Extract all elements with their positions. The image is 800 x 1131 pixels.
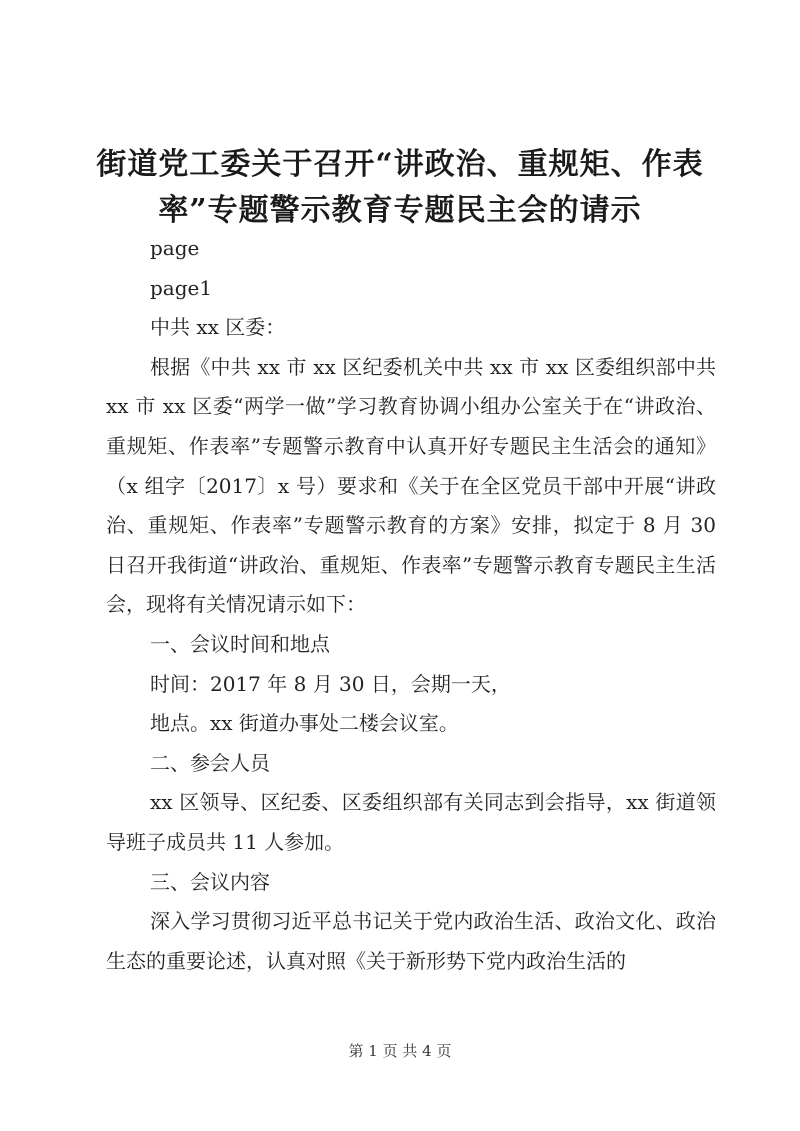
paragraph-time: 时间：2017 年 8 月 30 日，会期一天， — [150, 671, 511, 696]
paragraph-basis: 根据《中共 xx 市 xx 区纪委机关中共 xx 市 xx 区委组织部中共 xx 市 xx 区委“两学一做”学习教育协调小组办公室关于在“讲政治、重规矩、作表率”专题警示教育中认真开好专题民主生活会的通知》（x 组字〔2017〕x 号）要求和《关于在全区党员干部中开展“讲政治、重规矩、作表率”专题警示教育的方案》安排，拟定于 8 月 30 日召开我街道“讲政治、重规矩、作表率”专题警示教育专题民主生活会，现将有关情况请示如下： — [106, 354, 716, 617]
heading-attendees: 二、参会人员 — [150, 750, 270, 775]
salutation: 中共 xx 区委： — [150, 315, 286, 340]
document-body — [106, 229, 716, 981]
paragraph-place: 地点。xx 街道办事处二楼会议室。 — [150, 711, 459, 736]
paragraph-content: 深入学习贯彻习近平总书记关于党内政治生活、政治文化、政治生态的重要论述，认真对照《关于新形势下党内政治生活的 — [106, 909, 716, 973]
heading-time-place: 一、会议时间和地点 — [150, 631, 330, 656]
paragraph-page: page — [150, 236, 200, 260]
document-title: 街道党工委关于召开“讲政治、重规矩、作表率”专题警示教育专题民主会的请示 — [96, 147, 704, 228]
page-footer: 第 1 页 共 4 页 — [348, 1042, 452, 1060]
paragraph-attendees: xx 区领导、区纪委、区委组织部有关同志到会指导，xx 街道领导班子成员共 11 人参加。 — [106, 790, 716, 854]
paragraph-page1: page1 — [150, 275, 213, 300]
heading-content: 三、会议内容 — [150, 869, 270, 894]
